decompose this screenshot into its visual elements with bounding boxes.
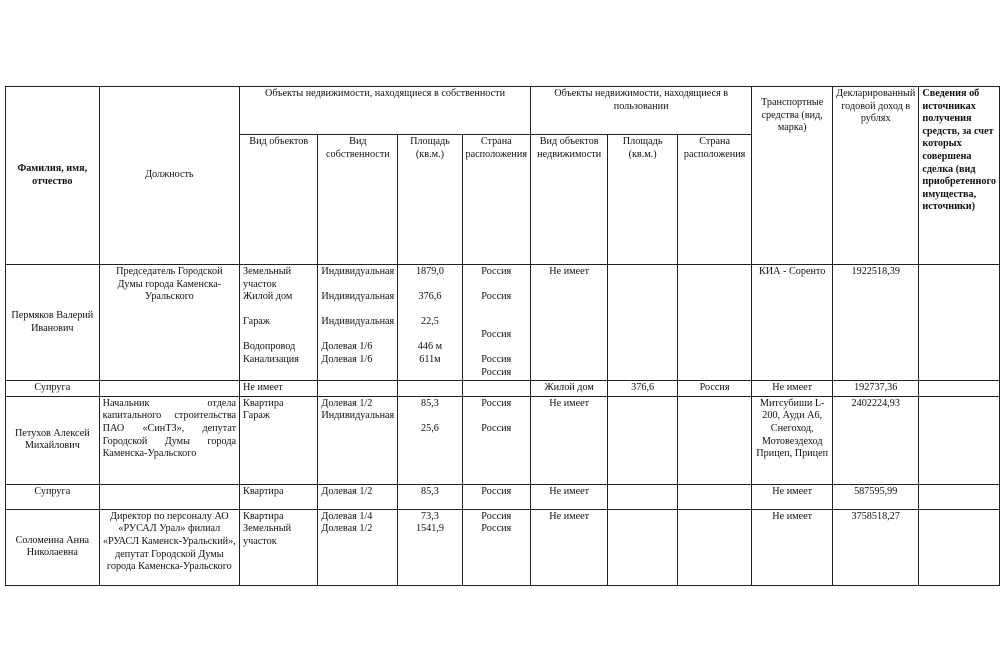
person-name: Супруга xyxy=(6,381,100,397)
income: 1922518,39 xyxy=(833,265,919,381)
transport: Не имеет xyxy=(752,509,833,585)
used-area xyxy=(608,396,678,484)
header-owned-country: Страна расположения xyxy=(462,135,531,265)
owned-areas: 85,3 xyxy=(398,484,462,509)
used-country xyxy=(677,509,751,585)
income: 192737,36 xyxy=(833,381,919,397)
owned-areas: 73,3 1541,9 xyxy=(398,509,462,585)
used-area xyxy=(608,484,678,509)
sources xyxy=(919,484,1000,509)
sources xyxy=(919,381,1000,397)
person-position xyxy=(99,484,239,509)
used-type: Не имеет xyxy=(531,509,608,585)
owned-countries: Россия xyxy=(462,484,531,509)
header-owned-kind: Вид собственности xyxy=(318,135,398,265)
header-used-type: Вид объектов недвижимости xyxy=(531,135,608,265)
income: 587595,99 xyxy=(833,484,919,509)
used-area xyxy=(608,265,678,381)
table-row xyxy=(6,265,1000,381)
header-used-group: Объекты недвижимости, находящиеся в пользовании xyxy=(531,87,752,135)
transport: Не имеет xyxy=(752,381,833,397)
owned-types: Квартира Земельный участок xyxy=(240,509,318,585)
header-owned-area: Площадь (кв.м.) xyxy=(398,135,462,265)
owned-countries: Россия Россия xyxy=(462,396,531,484)
header-position: Должность xyxy=(99,87,239,265)
owned-types: Не имеет xyxy=(240,381,318,397)
header-row-1 xyxy=(6,87,1000,135)
transport: Не имеет xyxy=(752,484,833,509)
table-row xyxy=(6,484,1000,509)
used-type: Не имеет xyxy=(531,484,608,509)
owned-countries: Россия Россия xyxy=(462,509,531,585)
header-name: Фамилия, имя, отчество xyxy=(6,87,100,265)
income: 2402224,93 xyxy=(833,396,919,484)
sources xyxy=(919,509,1000,585)
used-area: 376,6 xyxy=(608,381,678,397)
person-position: Председатель Городской Думы города Каменска-Уральского xyxy=(99,265,239,381)
transport: Митсубиши L-200, Ауди А6, Снегоход, Мотовездеход Прицеп, Прицеп xyxy=(752,396,833,484)
person-position: Директор по персоналу АО «РУСАЛ Урал» филиал «РУАСЛ Каменск-Уральский», депутат Городской Думы города Каменска-Уральского xyxy=(99,509,239,585)
table-row xyxy=(6,396,1000,484)
declaration-table xyxy=(5,86,1000,586)
used-country: Россия xyxy=(677,381,751,397)
header-used-country: Страна расположения xyxy=(677,135,751,265)
owned-kinds: Долевая 1/2 Индивидуальная xyxy=(318,396,398,484)
owned-types: Квартира Гараж xyxy=(240,396,318,484)
used-type: Жилой дом xyxy=(531,381,608,397)
sources xyxy=(919,396,1000,484)
header-owned-type: Вид объектов xyxy=(240,135,318,265)
owned-kinds: Индивидуальная Индивидуальная Индивидуальная Долевая 1/6 Долевая 1/6 xyxy=(318,265,398,381)
owned-areas: 85,3 25,6 xyxy=(398,396,462,484)
sources xyxy=(919,265,1000,381)
used-type: Не имеет xyxy=(531,396,608,484)
owned-areas xyxy=(398,381,462,397)
income: 3758518,27 xyxy=(833,509,919,585)
owned-kinds: Долевая 1/2 xyxy=(318,484,398,509)
header-income: Декларированный годовой доход в рублях xyxy=(833,87,919,265)
header-owned-group: Объекты недвижимости, находящиеся в собственности xyxy=(240,87,531,135)
header-transport: Транспортные средства (вид, марка) xyxy=(752,87,833,265)
owned-kinds xyxy=(318,381,398,397)
owned-types: Квартира xyxy=(240,484,318,509)
person-name: Супруга xyxy=(6,484,100,509)
table-row xyxy=(6,509,1000,585)
owned-kinds: Долевая 1/4 Долевая 1/2 xyxy=(318,509,398,585)
used-area xyxy=(608,509,678,585)
person-name: Петухов Алексей Михайлович xyxy=(6,396,100,484)
person-position xyxy=(99,381,239,397)
owned-countries: Россия Россия Россия Россия Россия xyxy=(462,265,531,381)
header-used-area: Площадь (кв.м.) xyxy=(608,135,678,265)
table-row xyxy=(6,381,1000,397)
transport: КИА - Соренто xyxy=(752,265,833,381)
used-type: Не имеет xyxy=(531,265,608,381)
used-country xyxy=(677,484,751,509)
owned-areas: 1879,0 376,6 22,5 446 м 611м xyxy=(398,265,462,381)
person-name: Пермяков Валерий Иванович xyxy=(6,265,100,381)
person-name: Соломеина Анна Николаевна xyxy=(6,509,100,585)
person-position: Начальник отдела капитального строительства ПАО «СинТЗ», депутат Городской Думы города Каменска-Уральского xyxy=(99,396,239,484)
owned-types: Земельный участок Жилой дом Гараж Водопровод Канализация xyxy=(240,265,318,381)
used-country xyxy=(677,396,751,484)
used-country xyxy=(677,265,751,381)
header-sources: Сведения об источниках получения средств, за счет которых совершена сделка (вид приобретенного имущества, источники) xyxy=(919,87,1000,265)
owned-countries xyxy=(462,381,531,397)
